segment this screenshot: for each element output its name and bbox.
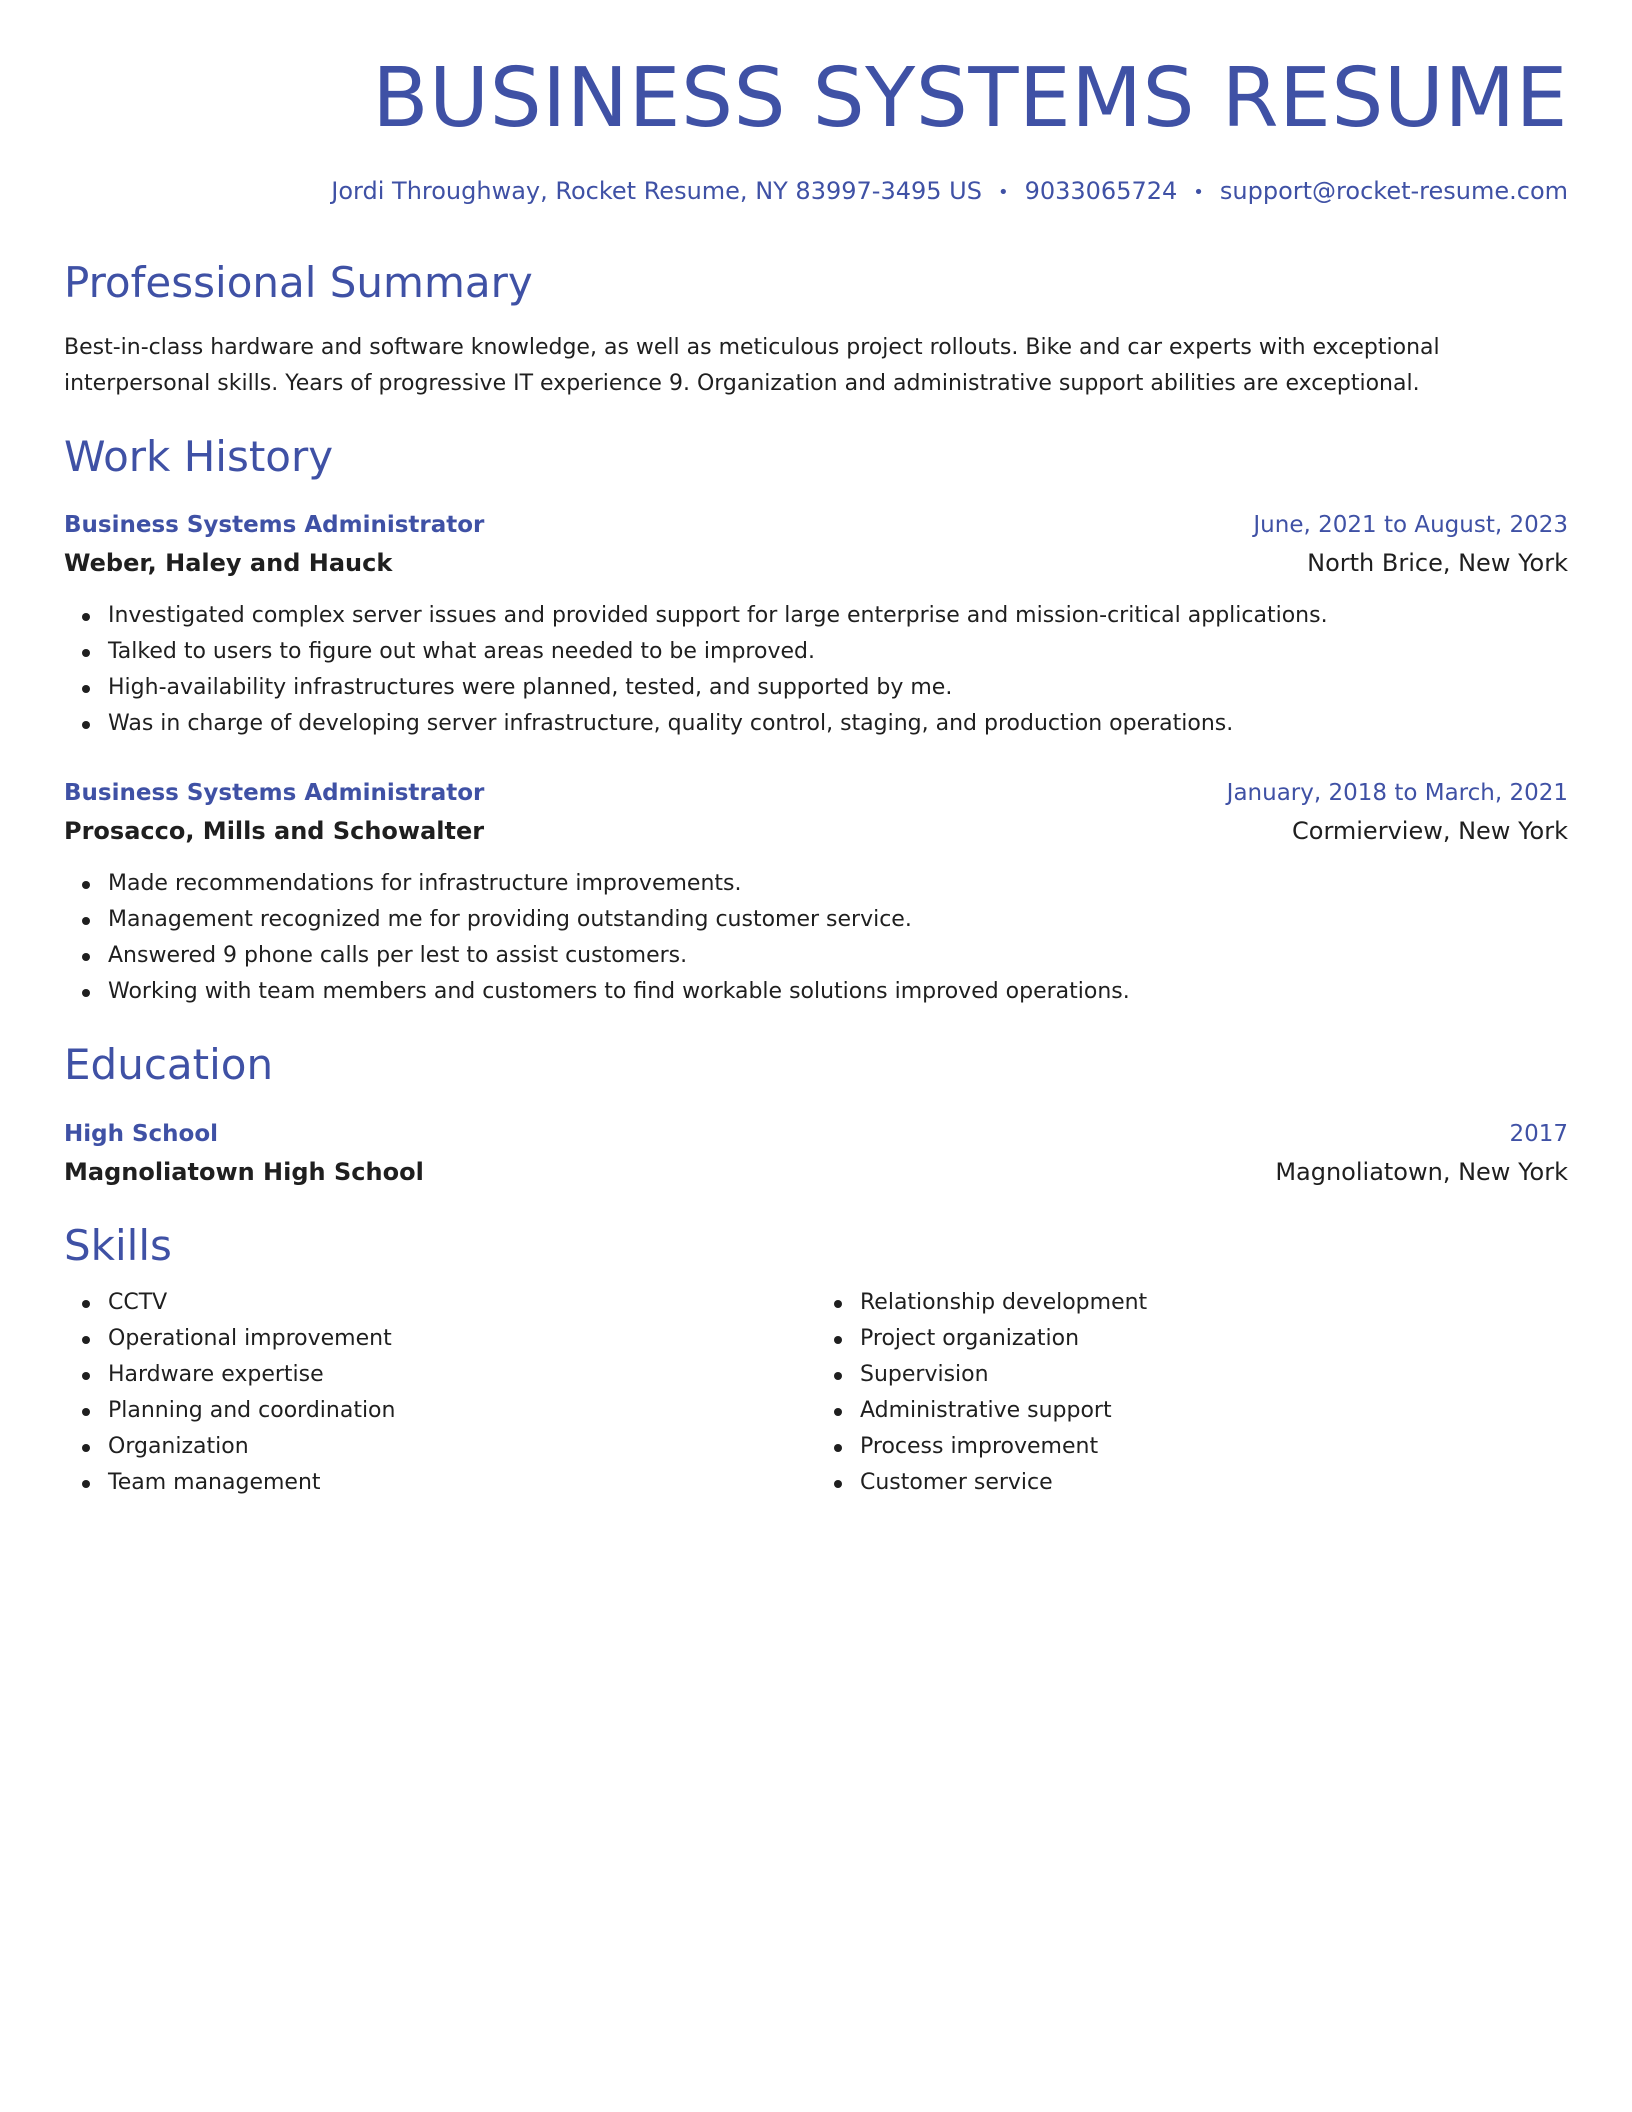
job-company: Weber, Haley and Hauck (64, 549, 393, 578)
skill-item: Process improvement (860, 1429, 1568, 1465)
job-bullet: Talked to users to figure out what areas needed to be improved. (108, 634, 1568, 670)
skill-item: Planning and coordination (108, 1393, 816, 1429)
job-bullet: High-availability infrastructures were planned, tested, and supported by me. (108, 670, 1568, 706)
education-degree: High School (64, 1120, 219, 1147)
skill-item: Supervision (860, 1357, 1568, 1393)
job-company: Prosacco, Mills and Schowalter (64, 817, 485, 846)
skills-column-left (64, 1285, 816, 1501)
education-heading: Education (64, 1040, 274, 1090)
skill-item: Team management (108, 1465, 816, 1501)
skill-item: Administrative support (860, 1393, 1568, 1429)
skill-item: Hardware expertise (108, 1357, 816, 1393)
skills-list (64, 1285, 1568, 1501)
education-year: 2017 (1509, 1120, 1568, 1147)
job-bullet: Made recommendations for infrastructure improvements. (108, 866, 1568, 902)
education-location: Magnoliatown, New York (1275, 1157, 1568, 1186)
contact-address: Jordi Throughway, Rocket Resume, NY 83997-3495 US (331, 177, 982, 206)
job-bullet: Was in charge of developing server infrastructure, quality control, staging, and production operations. (108, 706, 1568, 742)
resume-title: BUSINESS SYSTEMS RESUME (372, 51, 1568, 146)
skill-item: Customer service (860, 1465, 1568, 1501)
job-bullets (64, 598, 1568, 742)
skill-item: Project organization (860, 1321, 1568, 1357)
contact-separator: • (1193, 181, 1204, 203)
job-bullet: Management recognized me for providing outstanding customer service. (108, 902, 1568, 938)
summary-heading: Professional Summary (64, 257, 533, 307)
job-entry (64, 774, 1568, 1010)
skill-item: Operational improvement (108, 1321, 816, 1357)
skill-item: Organization (108, 1429, 816, 1465)
job-entry (64, 506, 1568, 742)
education-entry (64, 1115, 1568, 1191)
job-dates: January, 2018 to March, 2021 (1226, 780, 1568, 807)
job-location: Cormierview, New York (1292, 817, 1568, 846)
education-school: Magnoliatown High School (64, 1157, 424, 1186)
contact-phone: 9033065724 (1024, 177, 1178, 206)
job-title: Business Systems Administrator (64, 512, 485, 539)
job-bullet: Answered 9 phone calls per lest to assist customers. (108, 938, 1568, 974)
job-dates: June, 2021 to August, 2023 (1253, 512, 1568, 539)
contact-line (64, 176, 1568, 207)
skills-column-right (816, 1285, 1568, 1501)
skill-item: CCTV (108, 1285, 816, 1321)
summary-text: Best-in-class hardware and software knowledge, as well as meticulous project rollouts. Bike and car experts with exceptional interpersonal skills. Years of progressive IT experience 9. Organization and administrative support abilities are exceptional. (64, 334, 1440, 396)
contact-separator: • (997, 181, 1009, 203)
job-bullet: Investigated complex server issues and provided support for large enterprise and mission-critical applications. (108, 598, 1568, 634)
skill-item: Relationship development (860, 1285, 1568, 1321)
job-bullet: Working with team members and customers to find workable solutions improved operations. (108, 974, 1568, 1010)
work-history-heading: Work History (64, 431, 334, 481)
contact-email: support@rocket-resume.com (1219, 177, 1568, 206)
job-location: North Brice, New York (1307, 549, 1568, 578)
job-title: Business Systems Administrator (64, 780, 485, 807)
skills-heading: Skills (64, 1220, 172, 1270)
job-bullets (64, 866, 1568, 1010)
